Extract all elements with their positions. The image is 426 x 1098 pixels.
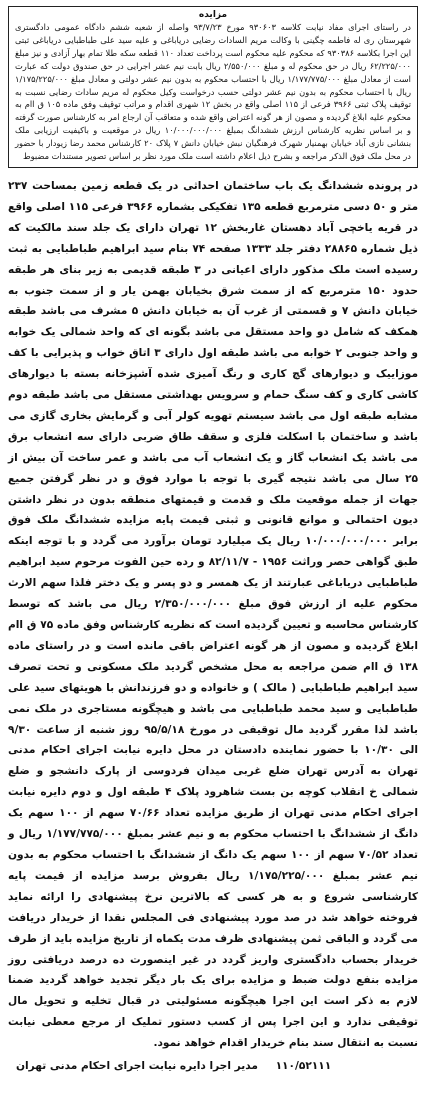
- notice-intro-text: در راستای اجرای مفاد نیابت کلاسه ۹۳۰۶۰۳ مورخ ۹۳/۷/۲۳ واصله از شعبه ششم دادگاه عمومی دادگستری شهرستان ری له فاطمه چگینی با وکالت مریم السادات رضایی دریاباغی و علیه سید علی طباطبایی دریاباغی ثبتی این اجرا بکلاسه ۹۳۰۳۸۶ که محکوم علیه محکوم است پرداخت تعداد ۱۱۰ قطعه سکه طلا تمام بهار آزادی و نیز مبلغ ۶۲/۲۲۵/۰۰۰ ریال در حق محکوم له و مبلغ ۲/۵۵۰/۰۰۰ ریال بابت نیم عشر اجرایی در حق صندوق دولت که عبارت است از معادل مبلغ ۱/۱۷۷/۷۷۵/۰۰۰ ریال با احتساب محکوم به بدون نیم عشر دولتی و معادل مبلغ ۱/۱۷۵/۲۲۵/۰۰۰ ریال با احتساب محکوم به بدون نیم عشر دولتی حسب درخواست وکیل محکوم له مریم سادات رضایی نسبت به توقیف پلاک ثبتی ۳۹۶۶ فرعی از ۱۱۵ اصلی واقع در بخش ۱۲ شهری اقدام و مراتب توقیف وفق ماده ۱۰۵ ق اام به محکوم علیه ابلاغ گردیده و مصون از هر گونه اعتراض واقع شده و متعاقب آن ارجاع امر به کارشناس صورت گرفته و بر اساس نظریه کارشناس ارزش ششدانگ بمبلغ ۱۰/۰۰۰/۰۰۰/۰۰۰ ریال در موقعیت و باکیفیت ارزیابی ملک بنشانی نازی آباد خیابان بهمنیار شهرک فرهنگیان نبش خیابان دانش ۷ پلاک ۲۰ کارشناس محمد رضا زیودار با حضور در محل ملک فوق الذکر مراجعه و بشرح ذیل اعلام داشته است ملک مورد نظر بر اساس تصویر مستندات مضبوط: [15, 22, 412, 162]
- notice-title: مزایده: [198, 10, 228, 20]
- signature-number: ۱۱۰/۵۲۱۱۱: [275, 1060, 332, 1073]
- notice-signature: [8, 1060, 418, 1072]
- signature-title: مدیر اجرا دایره نیابت اجرای احکام مدنی تهران: [16, 1060, 258, 1073]
- notice-body-text: در پرونده ششدانگ یک باب ساختمان احداثی در یک قطعه زمین بمساحت ۲۳۷ متر و ۵۰ دسی مترمربع قطعه ۱۳۵ تفکیکی بشماره ۳۹۶۶ فرعی ۱۱۵ اصلی واقع در قریه یاخچی آباد دهستان غاربخش ۱۲ تهران دارای یک جلد سند مالکیت که ذیل شماره ۲۸۸۶۵ دفتر جلد ۱۳۳۳ صفحه ۷۴ بنام سید ابراهیم طباطبایی به ثبت رسیده است ملک مذکور دارای اعیانی در ۳ طبقه قدیمی به زیر بنای هر طبقه حدود ۱۵۰ مترمربع که از سمت شرق بخیابان بهمن یار و از سمت جنوب به خیابان دانش ۷ و قسمتی از غرب آن به خیابان دانش ۵ مشرف می باشد طبقه همکف که شامل دو واحد مستقل می باشد بگونه ای که واحد شمالی یک خوابه و واحد جنوبی ۲ خوابه می باشد طبقه اول دارای ۳ اتاق خواب و پذیرایی با کف موزاییک و دیوارهای گچ کاری و رنگ آمیزی شده آشپزخانه بسته با دیوارهای کاشی کاری و کف سنگ حمام و سرویس بهداشتی مستقل می باشد طبقه دوم مشابه طبقه اول می باشد سیستم تهویه کولر آبی و گرمایش بخاری گازی می باشد و ساختمان با اسکلت فلزی و سقف طاق ضربی دارای سه انشعاب برق می باشد یک انشعاب گاز و یک انشعاب آب می باشد و عمر ساخت آن بیش از ۲۵ سال می باشد نتیجه گیری با توجه با موارد فوق و در نظر گرفتن جمیع جهات از جمله موقعیت ملک و قدمت و قیمتهای منطقه بدون در نظر داشتن دیون احتمالی و موانع قانونی و ثبتی قیمت پایه مزایده ششدانگ ملک فوق برابر ۱۰/۰۰۰/۰۰۰/۰۰۰ ریال یک میلیارد تومان برآورد می گردد و با توجه اینکه طبق گواهی حصر وراثت ۱۹۵۶ - ۸۲/۱۱/۷ و رده حین الفوت مرحوم سید ابراهیم طباطبایی دریاباغی عبارتند از یک همسر و دو پسر و یک دختر فلذا سهم الارث محکوم علیه از ارزش فوق مبلغ ۲/۳۵۰/۰۰۰/۰۰۰ ریال می باشد که توسط کارشناس محاسبه و تعیین گردیده است که نظریه کارشناس وفق ماده ۷۵ ق اام ابلاغ گردیده و مصون از هر گونه اعتراض باقی مانده است و در راستای ماده ۱۳۸ ق اام ضمن مراجعه به محل مشخص گردید ملک مسکونی و تحت تصرف سید ابراهیم طباطبایی ( مالک ) و خانواده و دو فرزندانش با هویتهای سید علی طباطبایی و سید محمد طباطبایی می باشد و هیچگونه مستاجری در ملک نمی باشد لذا مقرر گردید مال توقیفی در مورخ ۹۵/۵/۱۸ روز شنبه از ساعت ۹/۳۰ الی ۱۰/۳۰ با حضور نماینده دادستان در محل دایره نیابت اجرای احکام مدنی تهران به آدرس تهران ضلع غربی میدان فردوسی از پارک دانشجو و ضلع شمالی خ انقلاب کوچه بن بست شاهرود پلاک ۴ طبقه اول و دوم دایره نیابت اجرای احکام مدنی تهران از طریق مزایده تعداد ۷۰/۶۶ سهم از ۱۰۰ سهم یک دانگ از ششدانگ با احتساب محکوم به و نیم عشر بمبلغ ۱/۱۷۷/۷۷۵/۰۰۰ ریال و تعداد ۷۰/۵۲ سهم از ۱۰۰ سهم یک دانگ از ششدانگ با احتساب محکوم به بدون نیم عشر بمبلغ ۱/۱۷۵/۲۲۵/۰۰۰ ریال بفروش برسد مزایده از قیمت پایه کارشناسی شروع و به هر کسی که بالاترین نرخ پیشنهادی را ارائه نماید فروخته خواهد شد در صد مورد پیشنهادی فی المجلس نقدا از خریدار دریافت می گردد و الباقی ثمن پیشنهادی ظرف مدت یکماه از تاریخ مزایده باید از طرف خریدار بحساب دادگستری واریز گردد در غیر اینصورت ده درصد دریافتی روز مزایده بنفع دولت ضبط و مزایده برای یک بار دیگر تجدید خواهد گردید ضمنا لازم به ذکر است این اجرا هیچگونه مسئولیتی در قبال تخلیه و تحویل مال توقیفی ندارد و این اجرا پس از کسب دستور تملیک از مرجع معطی نیابت نسبت به انتقال سند بنام خریدار اقدام خواهد نمود.: [8, 179, 419, 1050]
- notice-header-box: [8, 6, 418, 168]
